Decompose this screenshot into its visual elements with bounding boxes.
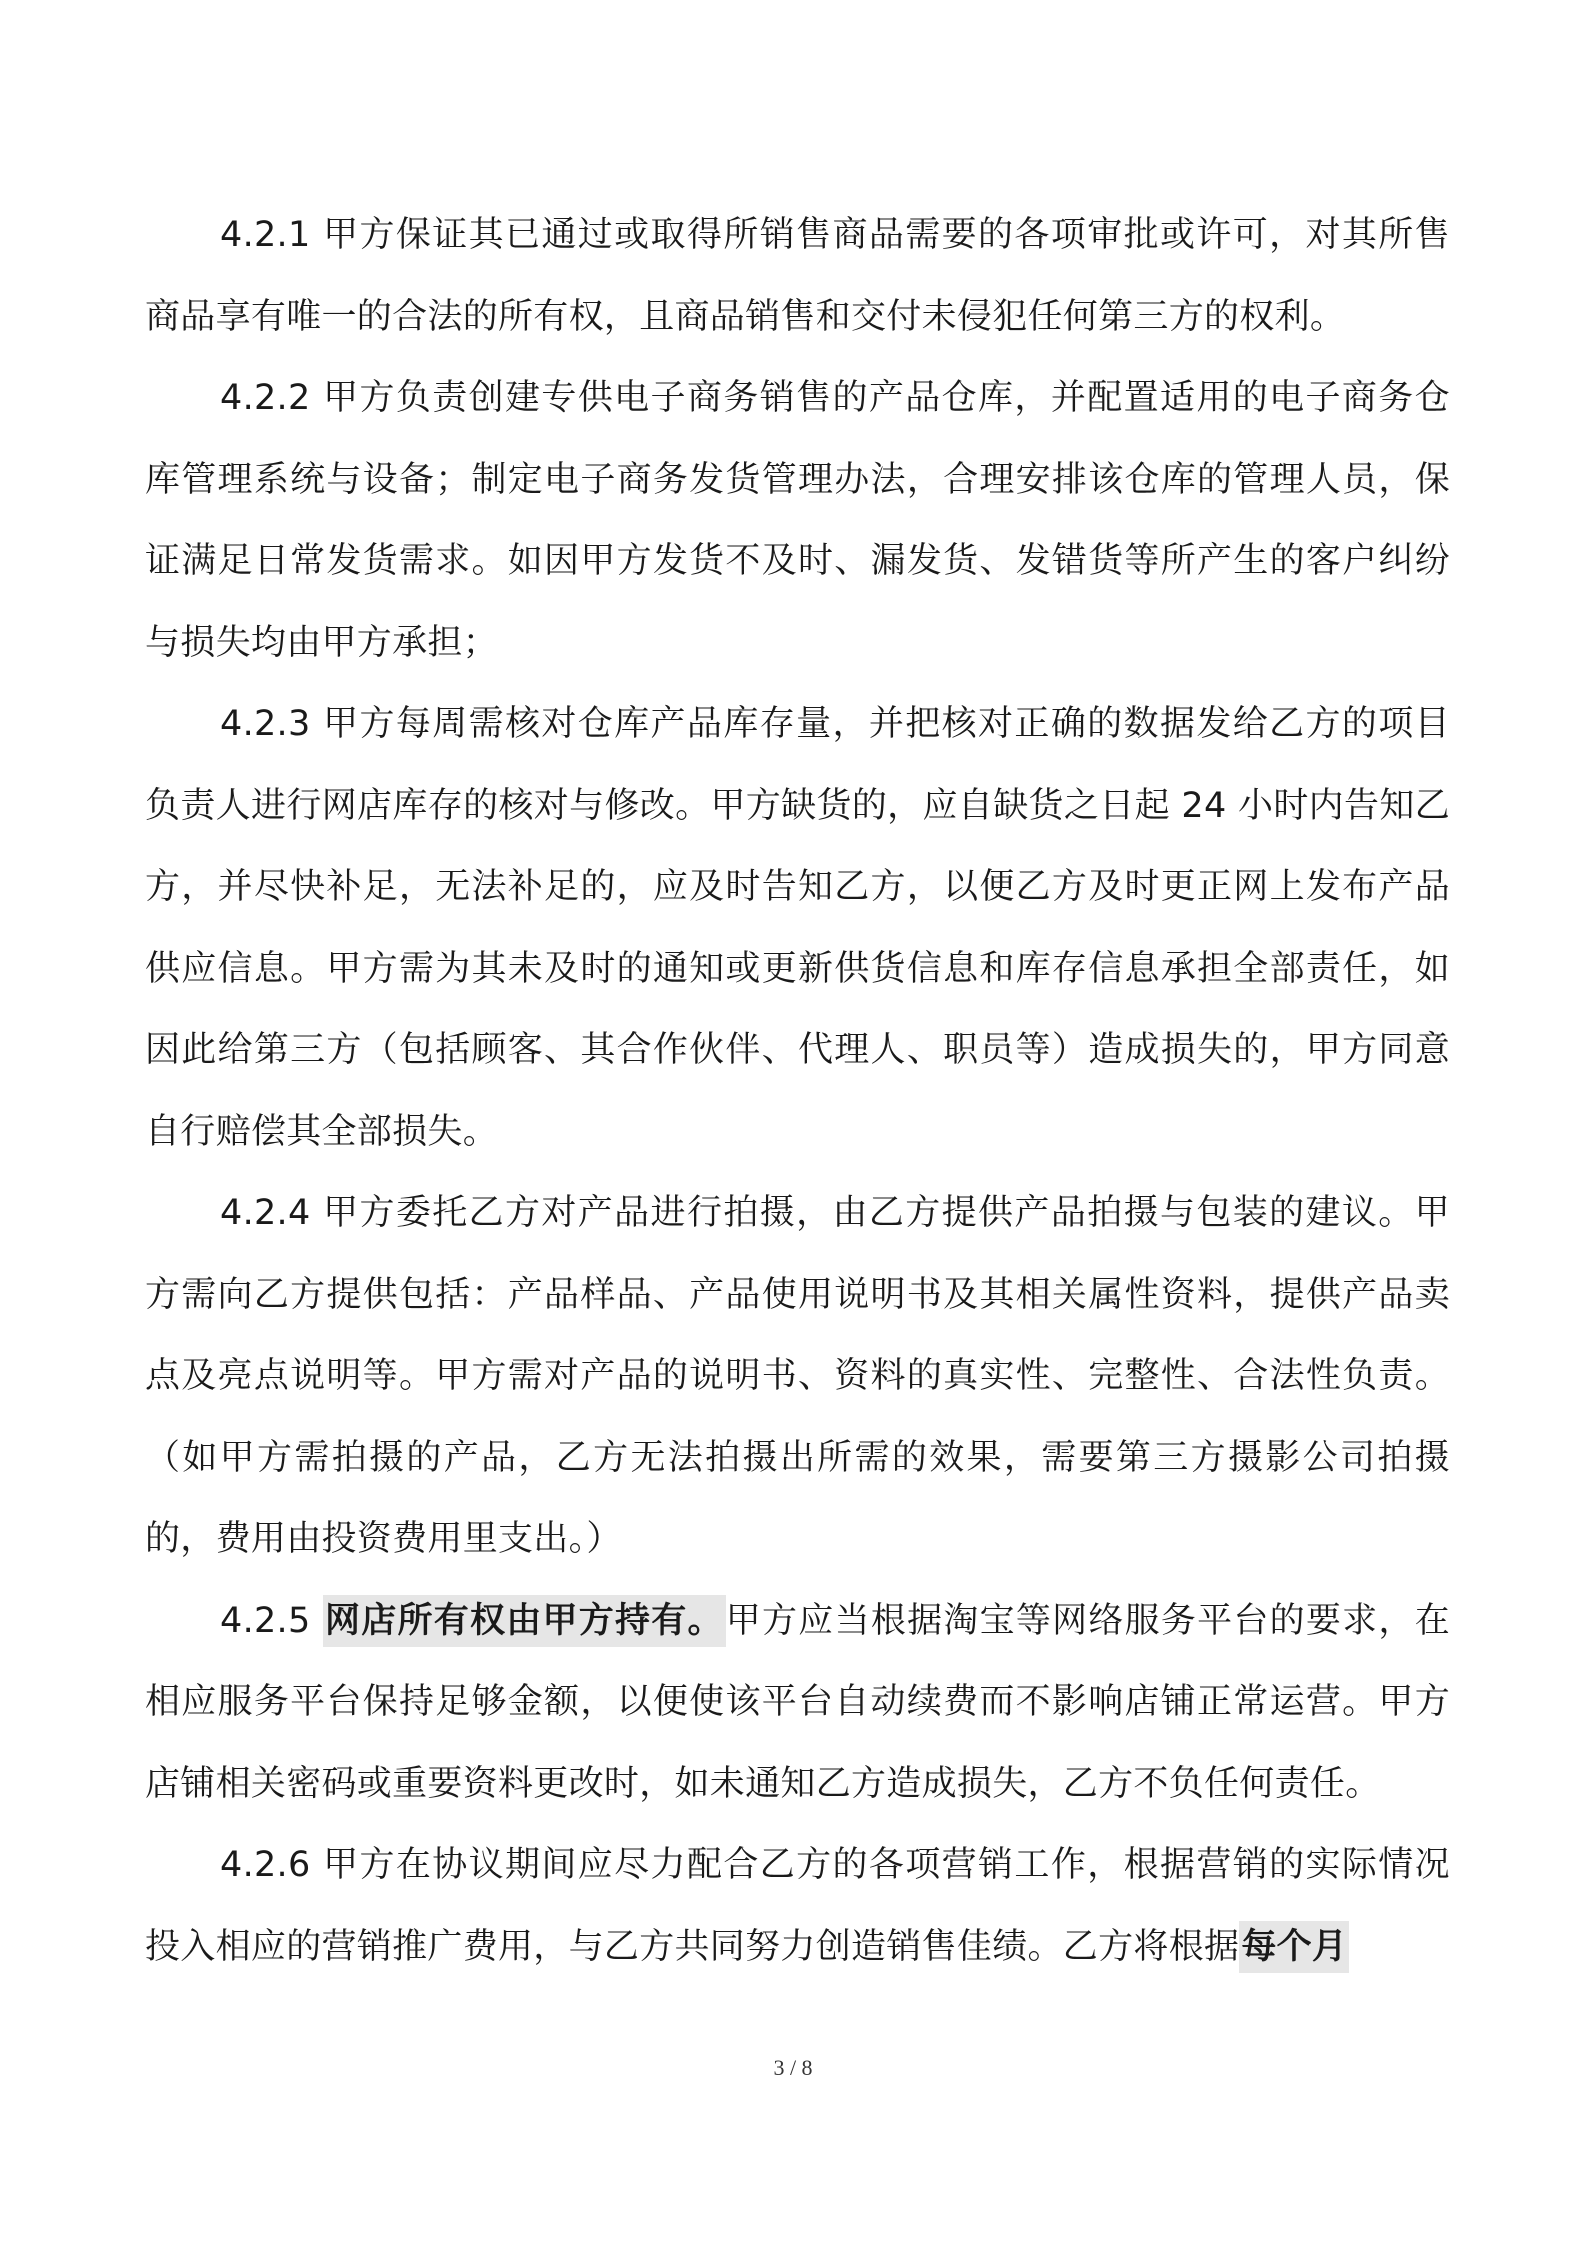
clause-4-2-1 xyxy=(145,195,1450,358)
clause-4-2-2 xyxy=(145,358,1450,684)
clause-text: 4.2.3 甲方每周需核对仓库产品库存量，并把核对正确的数据发给乙方的项目负责人进行网店库存的核对与修改。甲方缺货的，应自缺货之日起 24 小时内告知乙方，并尽快补足，无法补足的，应及时告知乙方，以便乙方及时更正网上发布产品供应信息。甲方需为其未及时的通知或更新供货信息和库存信息承担全部责任，如因此给第三方（包括顾客、其合作伙伴、代理人、职员等）造成损失的，甲方同意自行赔偿其全部损失。 xyxy=(145,704,1450,1152)
clause-4-2-6 xyxy=(145,1825,1450,1988)
clause-text: 4.2.6 甲方在协议期间应尽力配合乙方的各项营销工作，根据营销的实际情况投入相应的营销推广费用，与乙方共同努力创造销售佳绩。乙方将根据 xyxy=(145,1845,1450,1967)
clause-text: 4.2.2 甲方负责创建专供电子商务销售的产品仓库，并配置适用的电子商务仓库管理系统与设备；制定电子商务发货管理办法，合理安排该仓库的管理人员，保证满足日常发货需求。如因甲方发货不及时、漏发货、发错货等所产生的客户纠纷与损失均由甲方承担； xyxy=(145,378,1450,663)
highlighted-text: 网店所有权由甲方持有。 xyxy=(323,1595,726,1647)
document-body xyxy=(145,195,1450,1988)
clause-4-2-4 xyxy=(145,1173,1450,1581)
clause-4-2-5 xyxy=(145,1581,1450,1826)
clause-4-2-3 xyxy=(145,684,1450,1173)
clause-number: 4.2.5 xyxy=(220,1600,323,1641)
page-number: 3 / 8 xyxy=(773,2055,813,2080)
clause-text: 4.2.4 甲方委托乙方对产品进行拍摄，由乙方提供产品拍摄与包装的建议。甲方需向乙方提供包括：产品样品、产品使用说明书及其相关属性资料，提供产品卖点及亮点说明等。甲方需对产品的说明书、资料的真实性、完整性、合法性负责。（如甲方需拍摄的产品，乙方无法拍摄出所需的效果，需要第三方摄影公司拍摄的，费用由投资费用里支出。） xyxy=(145,1193,1450,1559)
clause-text: 甲方应当根据淘宝等网络服务平台的要求，在相应服务平台保持足够金额，以便使该平台自动续费而不影响店铺正常运营。甲方店铺相关密码或重要资料更改时，如未通知乙方造成损失，乙方不负任何责任。 xyxy=(145,1600,1450,1804)
highlighted-text: 每个月 xyxy=(1239,1921,1349,1973)
clause-text: 4.2.1 甲方保证其已通过或取得所销售商品需要的各项审批或许可，对其所售商品享有唯一的合法的所有权，且商品销售和交付未侵犯任何第三方的权利。 xyxy=(145,215,1450,337)
